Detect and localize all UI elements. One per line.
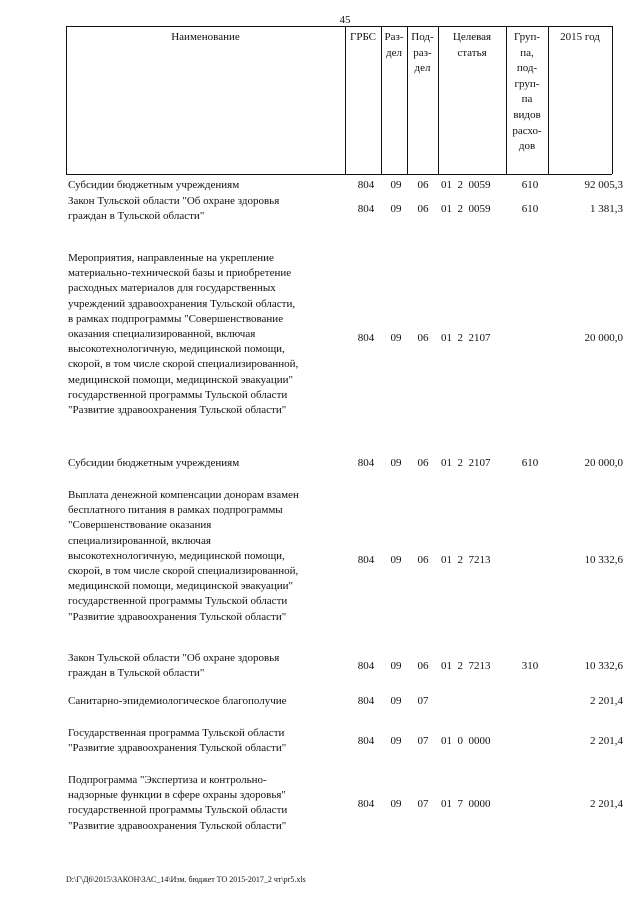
row-grbs: 804 (357, 332, 375, 344)
row-name: Выплата денежной компенсации донорам взамен бесплатного питания в рамках подпрограммы "Совершенствование оказания специализированной, включая высокотехнологичную, медицинской помощи, скорой, в том числе скорой специализированной, медицинской помощи, медицинской эвакуации" государственной программы Тульской области "Развитие здравоохранения Тульской области" (68, 489, 299, 623)
row-vid: 310 (521, 660, 539, 672)
header-podrazdel: Под- раз- дел (411, 31, 434, 75)
row-cel: 01 2 0059 (441, 179, 491, 191)
row-razdel: 09 (390, 179, 402, 191)
row-name: Закон Тульской области "Об охране здоровья граждан в Тульской области" (68, 652, 280, 680)
row-grbs: 804 (357, 660, 375, 672)
row-vid: 610 (521, 179, 539, 191)
header-divider (612, 26, 613, 174)
row-podrazdel: 06 (417, 554, 429, 566)
row-vid: 610 (521, 203, 539, 215)
row-grbs: 804 (357, 735, 375, 747)
header-gruppa: Груп- па, под- груп- па видов расхо- дов (512, 31, 542, 153)
row-sum: 92 005,3 (584, 179, 623, 191)
row-grbs: 804 (357, 554, 375, 566)
row-sum: 20 000,0 (584, 457, 623, 469)
row-cel: 01 2 7213 (441, 660, 491, 672)
row-name: Подпрограмма "Экспертиза и контрольно- надзорные функции в сфере охраны здоровья" государственной программы Тульской области "Развитие здравоохранения Тульской области" (68, 774, 288, 832)
row-cel: 01 2 2107 (441, 332, 491, 344)
page-number: 45 (339, 14, 351, 26)
header-celevaya: Целевая статья (452, 31, 492, 59)
row-razdel: 09 (390, 457, 402, 469)
row-razdel: 09 (390, 332, 402, 344)
row-grbs: 804 (357, 695, 375, 707)
header-name: Наименование (171, 31, 240, 43)
row-podrazdel: 07 (417, 798, 429, 810)
row-name: Санитарно-эпидемиологическое благополучие (68, 695, 287, 707)
header-grbs: ГРБС (349, 31, 377, 43)
row-podrazdel: 07 (417, 695, 429, 707)
row-grbs: 804 (357, 457, 375, 469)
row-grbs: 804 (357, 798, 375, 810)
row-podrazdel: 06 (417, 203, 429, 215)
row-razdel: 09 (390, 554, 402, 566)
row-razdel: 09 (390, 735, 402, 747)
row-name: Государственная программа Тульской области "Развитие здравоохранения Тульской области" (68, 727, 287, 755)
row-sum: 10 332,6 (584, 554, 623, 566)
row-sum: 1 381,3 (590, 203, 623, 215)
row-podrazdel: 06 (417, 660, 429, 672)
row-podrazdel: 06 (417, 179, 429, 191)
row-grbs: 804 (357, 179, 375, 191)
row-cel: 01 7 0000 (441, 798, 491, 810)
row-razdel: 09 (390, 798, 402, 810)
row-podrazdel: 07 (417, 735, 429, 747)
header-year: 2015 год (560, 31, 600, 43)
row-razdel: 09 (390, 695, 402, 707)
row-razdel: 09 (390, 203, 402, 215)
row-cel: 01 2 2107 (441, 457, 491, 469)
row-sum: 10 332,6 (584, 660, 623, 672)
row-grbs: 804 (357, 203, 375, 215)
row-sum: 20 000,0 (584, 332, 623, 344)
row-razdel: 09 (390, 660, 402, 672)
row-cel: 01 2 7213 (441, 554, 491, 566)
row-cel: 01 0 0000 (441, 735, 491, 747)
row-sum: 2 201,4 (590, 695, 623, 707)
header-razdel: Раз- дел (384, 31, 404, 59)
row-vid: 610 (521, 457, 539, 469)
row-podrazdel: 06 (417, 332, 429, 344)
row-name: Закон Тульской области "Об охране здоровья граждан в Тульской области" (68, 195, 280, 223)
row-sum: 2 201,4 (590, 798, 623, 810)
row-name: Субсидии бюджетным учреждениям (68, 179, 240, 191)
row-podrazdel: 06 (417, 457, 429, 469)
row-sum: 2 201,4 (590, 735, 623, 747)
row-name: Субсидии бюджетным учреждениям (68, 457, 240, 469)
row-name: Мероприятия, направленные на укрепление материально-технической базы и приобретение расходных материалов для государственных учреждений здравоохранения Тульской области, в рамках подпрограммы "Совершенствование оказания специализированной, включая высокотехнологичную, медицинской помощи, скорой, в том числе скорой специализированной, медицинской помощи, медицинской эвакуации" государственной программы Тульской области "Развитие здравоохранения Тульской области" (68, 252, 299, 417)
row-cel: 01 2 0059 (441, 203, 491, 215)
file-path-footer: D:\Г\Д6\2015\ЗАКОН\ЗАС_14\Изм. бюджет ТО 2015-2017_2 чт\pr5.xls (66, 875, 306, 884)
